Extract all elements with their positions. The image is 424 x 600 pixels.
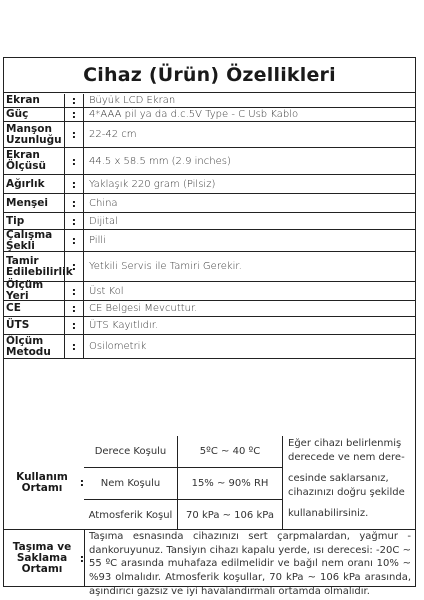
spec-value: Yetkili Servis ile Tamiri Gerekir. [89, 261, 242, 272]
spec-colon: : [64, 230, 84, 251]
sheet-title: Cihaz (Ürün) Özellikleri [4, 58, 415, 93]
spec-value: Pilli [89, 235, 106, 246]
env-item-range: 70 kPa ~ 106 kPa [178, 500, 283, 530]
env-note-line: cihazınızı doğru şekilde [288, 487, 405, 498]
spec-label: ÜTS [6, 319, 30, 331]
spec-label: CE [6, 302, 21, 314]
spec-row [4, 108, 415, 122]
spec-value: 4*AAA pil ya da d.c.5V Type - C Usb Kablo [89, 109, 299, 120]
spec-colon: : [64, 252, 84, 281]
storage-row [4, 530, 415, 597]
spec-row [4, 230, 415, 252]
spec-row [4, 301, 415, 317]
spec-label: Ekran [6, 94, 40, 106]
storage-text: Taşıma esnasında cihazınızı sert çarpmalardan, yağmur - dankoruyunuz. Tansiyın cihazı kapalu yerde, ısı derecesi: -20C ~ 55 ºC arasında muhafaza edilmelidir ve bağıl nem oranı 10% ~ %93 olmalıdır. Atmosferik koşullar, 70 kPa ~ 106 kPa arasında, aşındırıcı gazsız ve iyi havalandırmalı ortamda olmalıdır. [89, 531, 411, 597]
env-note-line: kullanabilirsiniz. [288, 508, 369, 519]
spec-colon: : [64, 213, 84, 229]
spec-label: Tamir Edilebilirlik [6, 254, 73, 278]
spec-value: Osilometrik [89, 341, 147, 352]
spec-label: Manşon Uzunluğu [6, 122, 62, 146]
spec-row [4, 317, 415, 335]
spec-value: 44.5 x 58.5 mm (2.9 inches) [89, 155, 231, 167]
spec-row [4, 335, 415, 359]
spec-colon: : [64, 175, 84, 193]
env-item-range: 5ºC ~ 40 ºC [178, 436, 283, 468]
env-row [4, 436, 415, 530]
spec-label: Tip [6, 214, 25, 227]
spec-colon: : [64, 301, 84, 316]
spec-colon: : [64, 94, 84, 107]
spec-row [4, 194, 415, 213]
spec-row [4, 175, 415, 194]
env-colon: : [79, 476, 85, 489]
env-item-name: Atmosferik Koşul [84, 500, 178, 530]
spec-colon: : [64, 317, 84, 334]
spec-label: Güç [6, 108, 29, 120]
spec-row [4, 148, 415, 175]
spec-value: Üst Kol [89, 285, 124, 297]
spec-value: 22-42 cm [89, 129, 137, 140]
env-note-line: cesinde saklarsanız, [288, 473, 389, 484]
spec-value: ÜTS Kayıtlıdır. [89, 320, 159, 331]
spec-colon: : [64, 282, 84, 300]
spec-value: China [89, 197, 118, 209]
spec-row [4, 279, 415, 302]
env-note-line: derecede ve nem dere- [288, 452, 405, 463]
spec-label: Ölçüm Metodu [6, 334, 51, 358]
spec-colon: : [64, 194, 84, 212]
env-label: Kullanım Ortamı [16, 470, 68, 494]
spec-row [4, 94, 415, 108]
spec-value: Dijital [89, 215, 118, 227]
spec-label: Menşei [6, 196, 49, 209]
spec-row [4, 213, 415, 230]
spec-colon: : [64, 335, 84, 358]
spec-label: Çalışma Şekli [6, 228, 53, 252]
env-item-name: Derece Koşulu [84, 436, 178, 468]
storage-label: Taşıma ve Saklama Ortamı [12, 541, 72, 575]
spec-label: Ekran Ölçüsü [6, 149, 46, 172]
env-item-name: Nem Koşulu [84, 468, 178, 500]
spec-colon: : [64, 148, 84, 174]
spec-value: Yaklaşık 220 gram (Pilsiz) [89, 178, 216, 190]
spec-row [4, 122, 415, 148]
storage-colon: : [79, 552, 85, 565]
spec-value: Büyük LCD Ekran [89, 95, 176, 106]
spec-label: Ağırlık [6, 177, 45, 190]
spec-sheet [3, 57, 416, 597]
spec-colon: : [64, 108, 84, 121]
env-note [283, 436, 415, 529]
env-item-range: 15% ~ 90% RH [178, 468, 283, 500]
env-note-line: Eğer cihazı belirlenmiş [288, 438, 402, 449]
spec-value: CE Belgesi Mevcuttur. [89, 303, 198, 314]
spec-row [4, 252, 415, 282]
spec-label: Ölçüm Yeri [6, 279, 44, 302]
spec-colon: : [64, 122, 84, 147]
